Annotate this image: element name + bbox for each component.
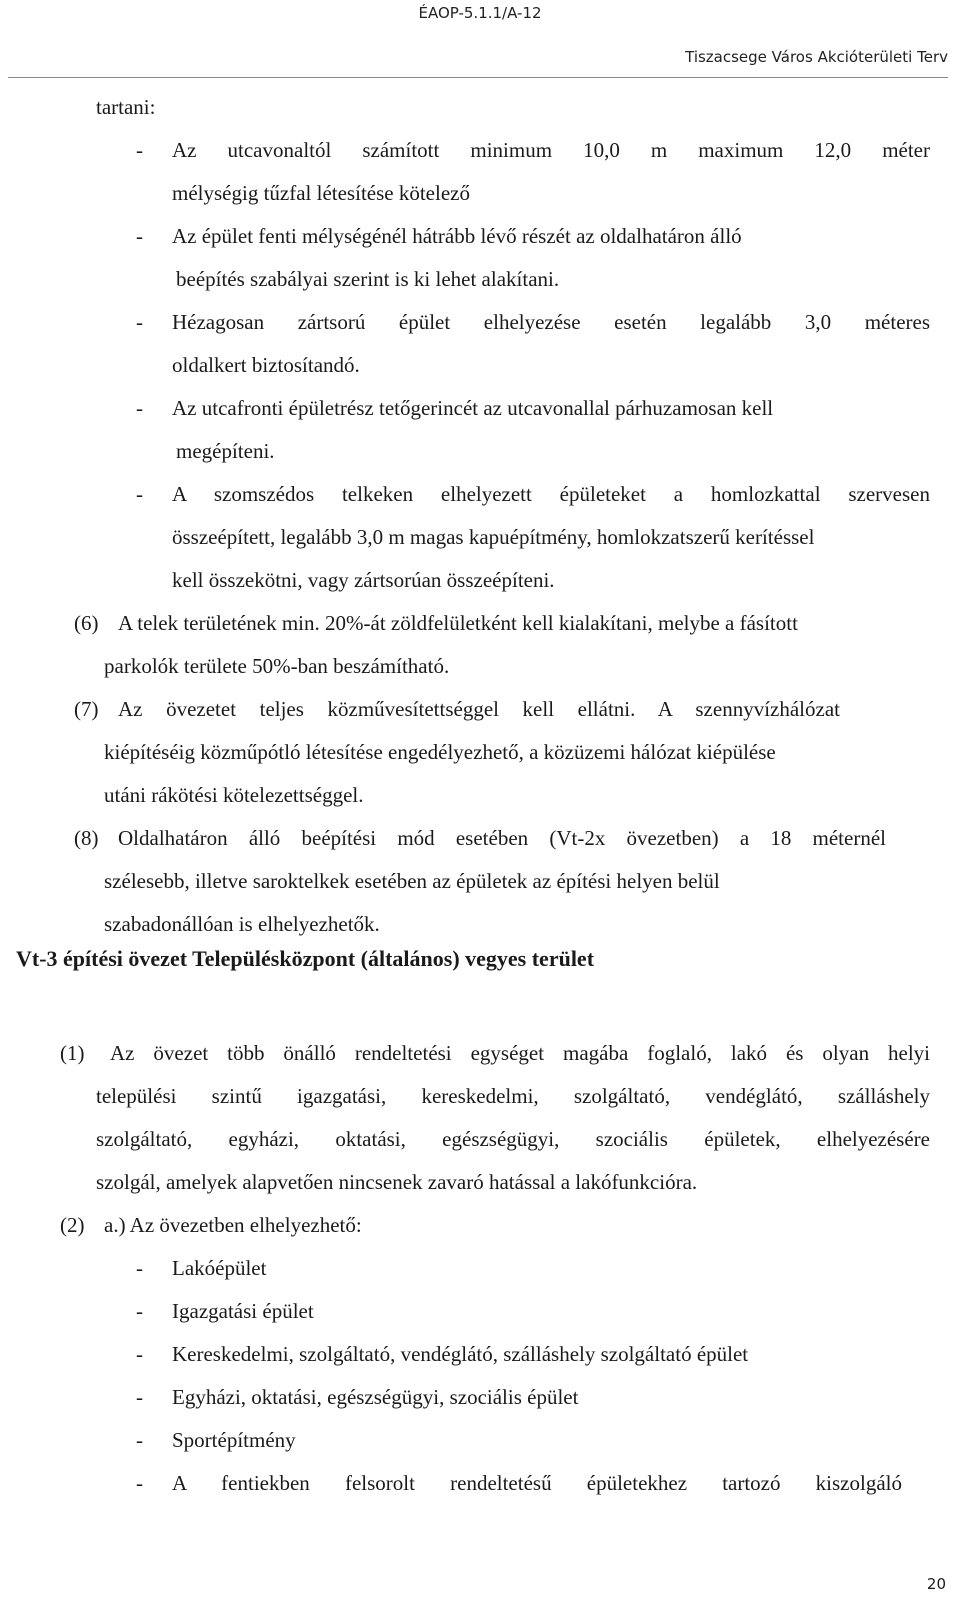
paragraph-line: Az övezet több önálló rendeltetési egységet magába foglaló, lakó és olyan helyi bbox=[110, 1041, 930, 1065]
list-item-line: Az utcavonaltól számított minimum 10,0 m maximum 12,0 méter bbox=[172, 138, 930, 162]
paragraph-number: (8) bbox=[74, 826, 99, 850]
list-item: Lakóépület bbox=[172, 1256, 267, 1280]
paragraph-line: szolgáltató, egyházi, oktatási, egészségügyi, szociális épületek, elhelyezésére bbox=[96, 1127, 930, 1151]
paragraph-number: (1) bbox=[60, 1041, 85, 1065]
paragraph-number: (7) bbox=[74, 697, 99, 721]
subsection-label: a.) Az övezetben elhelyezhető: bbox=[104, 1213, 362, 1237]
paragraph-line: szélesebb, illetve saroktelkek esetében az épületek az építési helyen belül bbox=[104, 869, 720, 893]
paragraph-line: Oldalhatáron álló beépítési mód esetében (Vt-2x övezetben) a 18 méternél bbox=[118, 826, 886, 850]
list-item-line: Hézagosan zártsorú épület elhelyezése esetén legalább 3,0 méteres bbox=[172, 310, 930, 334]
list-dash: - bbox=[136, 310, 143, 334]
list-dash: - bbox=[136, 1342, 143, 1366]
paragraph-line: parkolók területe 50%-ban beszámítható. bbox=[104, 654, 450, 678]
list-dash: - bbox=[136, 396, 143, 420]
paragraph-line: utáni rákötési kötelezettséggel. bbox=[104, 783, 364, 807]
page-number: 20 bbox=[926, 1575, 946, 1593]
list-dash: - bbox=[136, 1385, 143, 1409]
list-item: Egyházi, oktatási, egészségügyi, szociális épület bbox=[172, 1385, 579, 1409]
list-item-line: Az épület fenti mélységénél hátrább lévő részét az oldalhatáron álló bbox=[172, 224, 742, 248]
paragraph-line: Az övezetet teljes közművesítettséggel kell ellátni. A szennyvízhálózat bbox=[118, 697, 840, 721]
list-item-line: összeépített, legalább 3,0 m magas kapuépítmény, homlokzatszerű kerítéssel bbox=[172, 525, 815, 549]
list-dash: - bbox=[136, 224, 143, 248]
paragraph-line: szolgál, amelyek alapvetően nincsenek zavaró hatással a lakófunkcióra. bbox=[96, 1170, 698, 1194]
list-item-line: kell összekötni, vagy zártsorúan összeépíteni. bbox=[172, 568, 555, 592]
paragraph-line: települési szintű igazgatási, kereskedelmi, szolgáltató, vendéglátó, szálláshely bbox=[96, 1084, 930, 1108]
paragraph-line: A telek területének min. 20%-át zöldfelületként kell kialakítani, melybe a fásított bbox=[118, 611, 798, 635]
list-dash: - bbox=[136, 1428, 143, 1452]
project-code: ÉAOP-5.1.1/A-12 bbox=[418, 4, 542, 22]
paragraph-line: kiépítéséig közműpótló létesítése engedélyezhető, a közüzemi hálózat kiépülése bbox=[104, 740, 776, 764]
list-item: Sportépítmény bbox=[172, 1428, 296, 1452]
list-item-line: megépíteni. bbox=[176, 439, 275, 463]
list-dash: - bbox=[136, 1299, 143, 1323]
list-dash: - bbox=[136, 1256, 143, 1280]
header-divider bbox=[8, 77, 948, 78]
list-item-line: A szomszédos telkeken elhelyezett épületeket a homlozkattal szervesen bbox=[172, 482, 930, 506]
list-item: Igazgatási épület bbox=[172, 1299, 314, 1323]
paragraph-line: szabadonállóan is elhelyezhetők. bbox=[104, 912, 380, 936]
list-item: A fentiekben felsorolt rendeltetésű épületekhez tartozó kiszolgáló bbox=[172, 1471, 902, 1495]
intro-text: tartani: bbox=[96, 95, 156, 119]
list-dash: - bbox=[136, 138, 143, 162]
list-dash: - bbox=[136, 1471, 143, 1495]
list-item-line: Az utcafronti épületrész tetőgerincét az utcavonallal párhuzamosan kell bbox=[172, 396, 774, 420]
list-item-line: mélységig tűzfal létesítése kötelező bbox=[172, 181, 470, 205]
list-item-line: beépítés szabályai szerint is ki lehet alakítani. bbox=[176, 267, 560, 291]
list-item-line: oldalkert biztosítandó. bbox=[172, 353, 360, 377]
paragraph-number: (2) bbox=[60, 1213, 85, 1237]
section-heading: Vt-3 építési övezet Településközpont (általános) vegyes terület bbox=[16, 946, 595, 971]
list-dash: - bbox=[136, 482, 143, 506]
list-item: Kereskedelmi, szolgáltató, vendéglátó, szálláshely szolgáltató épület bbox=[172, 1342, 749, 1366]
paragraph-number: (6) bbox=[74, 611, 99, 635]
document-title: Tiszacsege Város Akcióterületi Terv bbox=[685, 48, 948, 66]
